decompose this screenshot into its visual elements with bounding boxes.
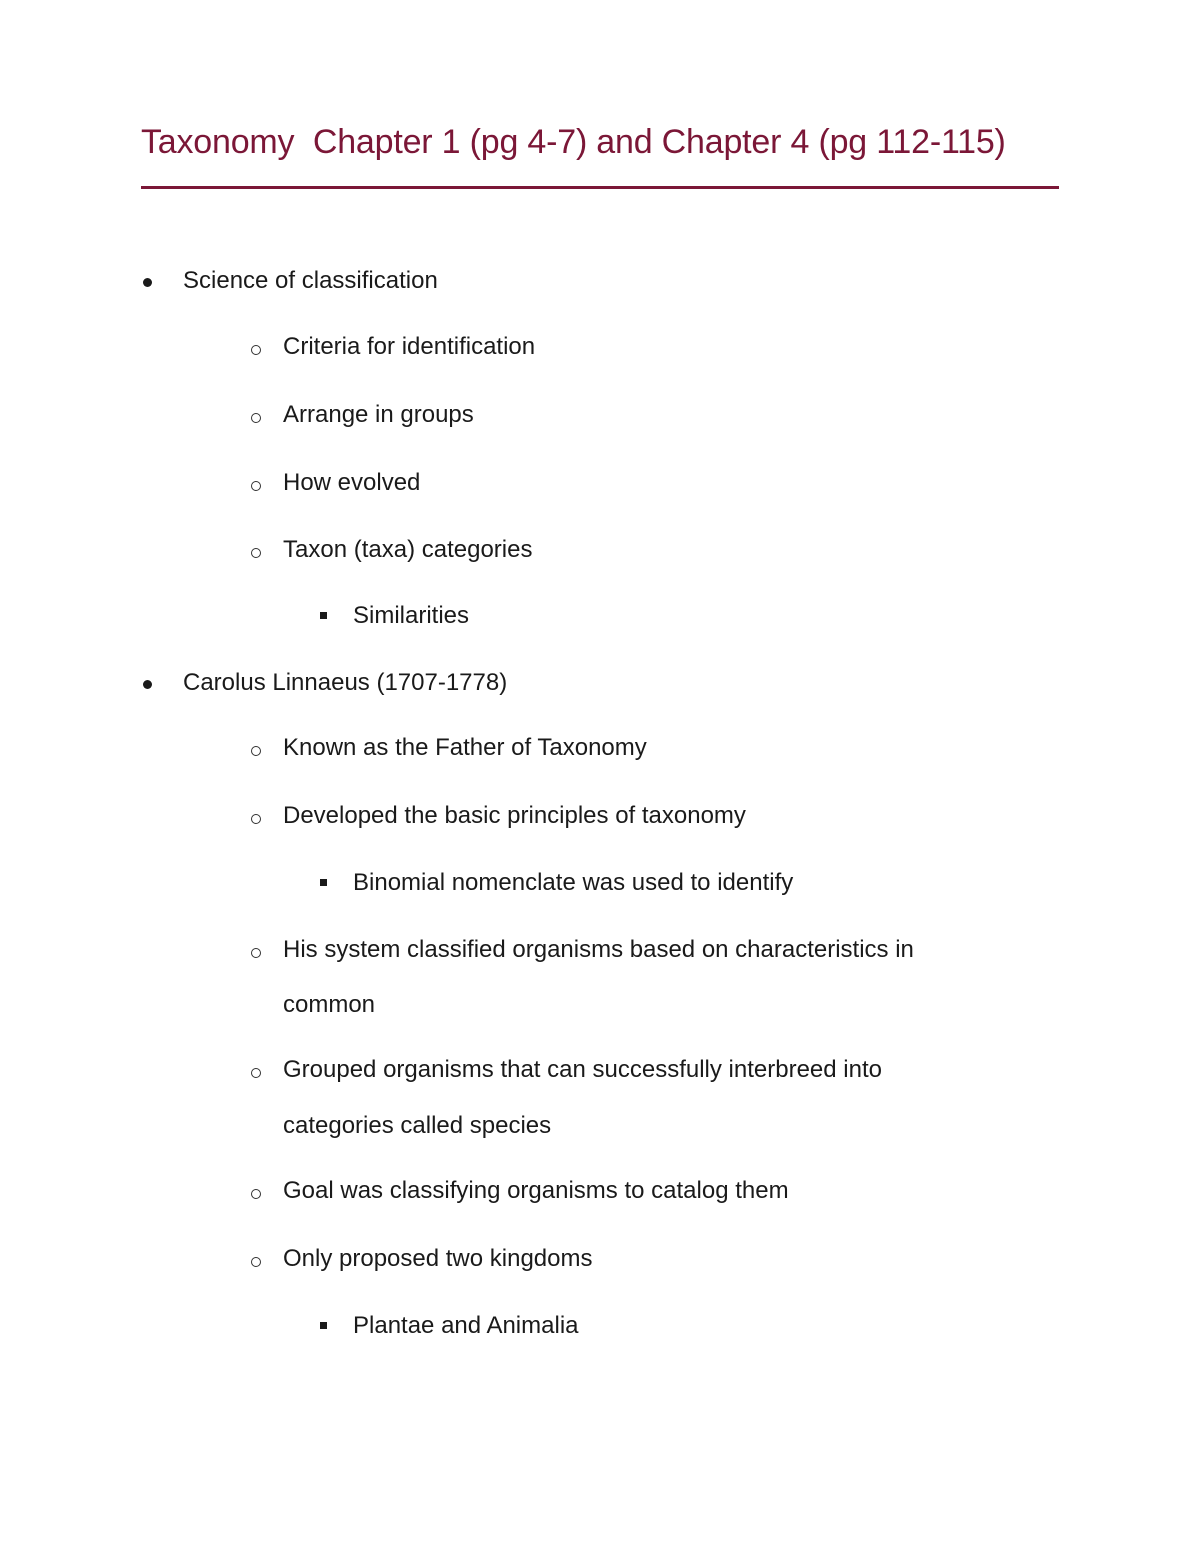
title-underline [141, 186, 1059, 189]
bullet-circle-icon [251, 814, 261, 824]
list-item: Plantae and Animalia [353, 1312, 579, 1339]
list-item: His system classified organisms based on characteristics in [283, 936, 914, 963]
list-item: Goal was classifying organisms to catalog them [283, 1177, 789, 1204]
list-item: Taxon (taxa) categories [283, 536, 533, 563]
list-item: Developed the basic principles of taxonomy [283, 802, 746, 829]
bullet-square-icon [320, 612, 327, 619]
list-item: Arrange in groups [283, 401, 474, 428]
list-item: Criteria for identification [283, 333, 536, 360]
list-item: Known as the Father of Taxonomy [283, 734, 647, 761]
bullet-disc-icon [143, 278, 152, 287]
list-item-continuation: categories called species [283, 1112, 552, 1139]
bullet-circle-icon [251, 746, 261, 756]
list-item: Science of classification [183, 267, 438, 294]
bullet-circle-icon [251, 548, 261, 558]
list-item-continuation: common [283, 991, 376, 1018]
bullet-circle-icon [251, 948, 261, 958]
list-item: Grouped organisms that can successfully interbreed into [283, 1056, 882, 1083]
list-item: Only proposed two kingdoms [283, 1245, 593, 1272]
bullet-circle-icon [251, 1257, 261, 1267]
bullet-circle-icon [251, 1189, 261, 1199]
bullet-circle-icon [251, 413, 261, 423]
bullet-circle-icon [251, 481, 261, 491]
page-title: Taxonomy Chapter 1 (pg 4-7) and Chapter 4 (pg 112-115) [141, 123, 1006, 161]
bullet-circle-icon [251, 1068, 261, 1078]
bullet-square-icon [320, 879, 327, 886]
bullet-square-icon [320, 1322, 327, 1329]
list-item: Similarities [353, 602, 470, 629]
list-item: How evolved [283, 469, 421, 496]
bullet-circle-icon [251, 345, 261, 355]
list-item: Carolus Linnaeus (1707-1778) [183, 669, 508, 696]
bullet-disc-icon [143, 680, 152, 689]
list-item: Binomial nomenclate was used to identify [353, 869, 794, 896]
